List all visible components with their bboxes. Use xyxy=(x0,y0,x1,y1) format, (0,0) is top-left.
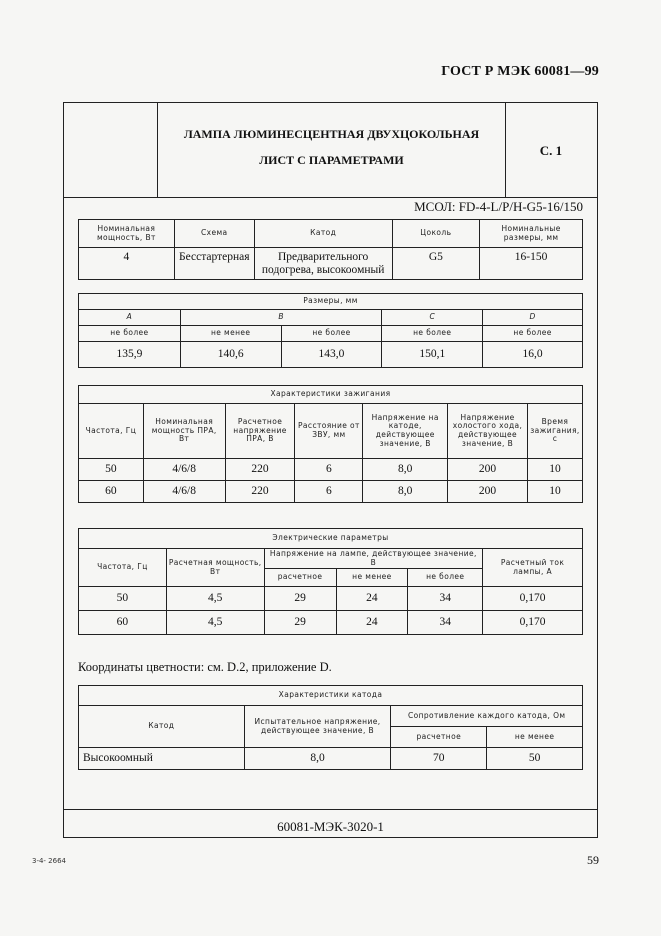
dim-value: 150,1 xyxy=(382,342,483,368)
cathode-cell: 8,0 xyxy=(244,748,391,770)
cathode-cell: 70 xyxy=(391,748,487,770)
dimensions-title: Размеры, мм xyxy=(79,294,583,310)
cell-sizes: 16-150 xyxy=(480,248,583,280)
electrical-cell: 29 xyxy=(264,587,336,611)
electrical-cell: 0,170 xyxy=(483,611,583,635)
ignition-cell: 6 xyxy=(295,481,363,503)
header-lamp-voltage: Напряжение на лампе, действующее значение, В xyxy=(264,549,483,569)
electrical-cell: 4,5 xyxy=(166,587,264,611)
ignition-cell: 220 xyxy=(225,459,295,481)
electrical-cell: 34 xyxy=(408,587,483,611)
title-block xyxy=(64,103,597,198)
ignition-cell: 200 xyxy=(448,459,528,481)
cathode-cell: 50 xyxy=(487,748,583,770)
dim-letter-c: C xyxy=(382,310,483,326)
header-base: Цоколь xyxy=(392,220,480,248)
electrical-cell: 24 xyxy=(336,611,408,635)
ignition-title: Характеристики зажигания xyxy=(79,386,583,404)
header-cathode: Катод xyxy=(254,220,392,248)
electrical-table xyxy=(78,528,583,635)
ignition-cell: 10 xyxy=(527,459,582,481)
dim-value: 143,0 xyxy=(281,342,382,368)
header-current: Расчетный ток лампы, А xyxy=(483,549,583,587)
chromaticity-note: Координаты цветности: см. D.2, приложение D. xyxy=(78,660,332,674)
cell-cathode: Предварительного подогрева, высокоомный xyxy=(254,248,392,280)
header-test-voltage: Испытательное напряжение, действующее значение, В xyxy=(244,706,391,748)
lamp-general-table xyxy=(78,219,583,280)
standard-number: ГОСТ Р МЭК 60081—99 xyxy=(441,64,599,79)
cathode-table xyxy=(78,685,583,770)
header-cathode-voltage: Напряжение на катоде, действующее значение, В xyxy=(363,404,448,459)
header-ignition-time: Время зажигания, с xyxy=(527,404,582,459)
cell-power: 4 xyxy=(79,248,175,280)
ignition-cell: 10 xyxy=(527,481,582,503)
sheet-title: ЛИСТ С ПАРАМЕТРАМИ xyxy=(259,153,404,167)
header-ballast-voltage: Расчетное напряжение ПРА, В xyxy=(225,404,295,459)
dim-letter-b: B xyxy=(180,310,382,326)
header-open-circuit: Напряжение холостого хода, действующее значение, В xyxy=(448,404,528,459)
sub-nominal: расчетное xyxy=(264,569,336,587)
header-frequency: Частота, Гц xyxy=(79,549,167,587)
electrical-cell: 24 xyxy=(336,587,408,611)
dim-value: 140,6 xyxy=(180,342,281,368)
cathode-title: Характеристики катода xyxy=(79,686,583,706)
lamp-title: ЛАМПА ЛЮМИНЕСЦЕНТНАЯ ДВУХЦОКОЛЬНАЯ xyxy=(183,127,480,141)
ignition-cell: 4/6/8 xyxy=(143,459,225,481)
mcol-code: МСОЛ: FD-4-L/P/H-G5-16/150 xyxy=(414,199,583,214)
dim-limit: не более xyxy=(281,326,382,342)
header-resistance: Сопротивление каждого катода, Ом xyxy=(391,706,583,727)
header-ballast-power: Номинальная мощность ПРА, Вт xyxy=(143,404,225,459)
dim-letter-a: A xyxy=(79,310,181,326)
dim-limit: не менее xyxy=(180,326,281,342)
header-power: Расчетная мощность, Вт xyxy=(166,549,264,587)
ignition-cell: 220 xyxy=(225,481,295,503)
sub-max: не более xyxy=(408,569,483,587)
ignition-cell: 6 xyxy=(295,459,363,481)
print-code: 3-4- 2664 xyxy=(32,857,66,865)
header-sizes: Номинальные размеры, мм xyxy=(480,220,583,248)
dim-limit: не более xyxy=(483,326,583,342)
ignition-table xyxy=(78,385,583,503)
electrical-cell: 29 xyxy=(264,611,336,635)
dim-letter-d: D xyxy=(483,310,583,326)
sub-min: не менее xyxy=(487,727,583,748)
page-number: 59 xyxy=(587,853,599,867)
electrical-title: Электрические параметры xyxy=(79,529,583,549)
ignition-cell: 60 xyxy=(79,481,144,503)
ignition-cell: 50 xyxy=(79,459,144,481)
cathode-type-cell: Высокоомный xyxy=(79,748,245,770)
sub-nominal: расчетное xyxy=(391,727,487,748)
cell-base: G5 xyxy=(392,248,480,280)
sub-min: не менее xyxy=(336,569,408,587)
header-power: Номинальная мощность, Вт xyxy=(79,220,175,248)
dim-value: 135,9 xyxy=(79,342,181,368)
cell-scheme: Бесстартерная xyxy=(174,248,254,280)
electrical-cell: 34 xyxy=(408,611,483,635)
electrical-cell: 60 xyxy=(79,611,167,635)
ignition-cell: 4/6/8 xyxy=(143,481,225,503)
header-frequency: Частота, Гц xyxy=(79,404,144,459)
ignition-cell: 8,0 xyxy=(363,459,448,481)
header-distance: Расстояние от ЗВУ, мм xyxy=(295,404,363,459)
sheet-page: С. 1 xyxy=(539,143,563,158)
ignition-cell: 8,0 xyxy=(363,481,448,503)
header-cathode: Катод xyxy=(79,706,245,748)
title-cell xyxy=(157,103,506,197)
electrical-cell: 4,5 xyxy=(166,611,264,635)
ignition-cell: 200 xyxy=(448,481,528,503)
footer-divider xyxy=(64,809,597,810)
dimensions-table xyxy=(78,293,583,368)
dim-value: 16,0 xyxy=(483,342,583,368)
dim-limit: не более xyxy=(382,326,483,342)
electrical-cell: 50 xyxy=(79,587,167,611)
header-scheme: Схема xyxy=(174,220,254,248)
dim-limit: не более xyxy=(79,326,181,342)
sheet-code: 60081-МЭК-3020-1 xyxy=(277,819,384,834)
electrical-cell: 0,170 xyxy=(483,587,583,611)
